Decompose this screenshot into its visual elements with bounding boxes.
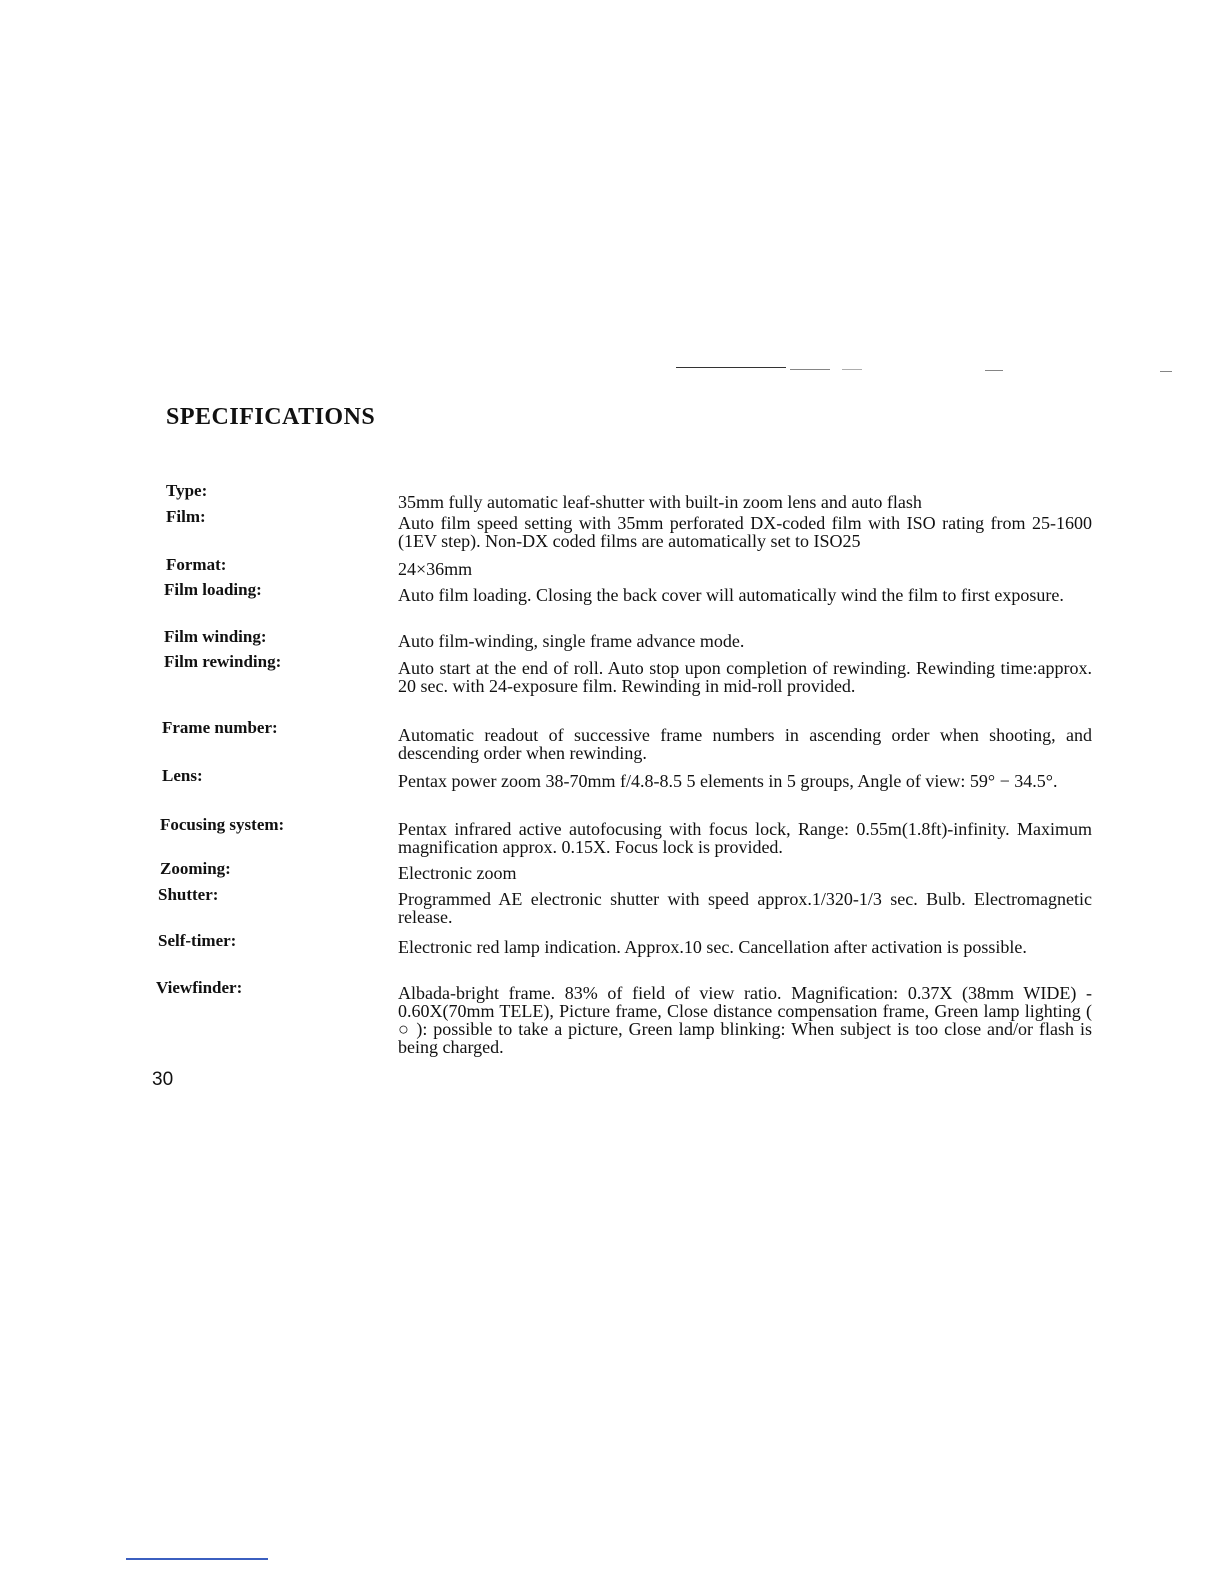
bottom-rule bbox=[126, 1558, 268, 1560]
spec-value-zooming: Electronic zoom bbox=[398, 863, 517, 883]
spec-label-format: Format: bbox=[166, 555, 227, 574]
spec-label-frame-number: Frame number: bbox=[162, 718, 278, 737]
scan-line-artifact bbox=[676, 367, 786, 368]
scan-line-artifact bbox=[790, 369, 830, 370]
page-number: 30 bbox=[152, 1069, 174, 1090]
spec-value-film: Auto film speed setting with 35mm perforated DX-coded film with ISO rating from 25-1600 (1EV step). Non-DX coded films are automatically set to ISO25 bbox=[398, 513, 1092, 551]
page-title: SPECIFICATIONS bbox=[166, 404, 376, 430]
spec-label-self-timer: Self-timer: bbox=[158, 931, 237, 950]
spec-value-self-timer: Electronic red lamp indication. Approx.10 sec. Cancellation after activation is possible. bbox=[398, 937, 1027, 957]
spec-label-shutter: Shutter: bbox=[158, 885, 219, 904]
spec-value-focusing-system: Pentax infrared active autofocusing with focus lock, Range: 0.55m(1.8ft)-infinity. Maximum magnification approx. 0.15X. Focus lock is provided. bbox=[398, 819, 1092, 857]
spec-label-film-rewinding: Film rewinding: bbox=[164, 652, 282, 671]
spec-value-film-loading: Auto film loading. Closing the back cover will automatically wind the film to first exposure. bbox=[398, 585, 1064, 605]
spec-label-zooming: Zooming: bbox=[160, 859, 231, 878]
scan-line-artifact bbox=[842, 369, 862, 370]
spec-value-film-rewinding: Auto start at the end of roll. Auto stop upon completion of rewinding. Rewinding time:approx. 20 sec. with 24-exposure film. Rewinding in mid-roll provided. bbox=[398, 658, 1092, 696]
spec-value-format: 24×36mm bbox=[398, 559, 473, 579]
spec-value-type: 35mm fully automatic leaf-shutter with built-in zoom lens and auto flash bbox=[398, 492, 922, 512]
spec-label-viewfinder: Viewfinder: bbox=[156, 978, 243, 997]
spec-value-shutter: Programmed AE electronic shutter with speed approx.1/320-1/3 sec. Bulb. Electromagnetic release. bbox=[398, 889, 1092, 927]
spec-value-frame-number: Automatic readout of successive frame numbers in ascending order when shooting, and descending order when rewinding. bbox=[398, 725, 1092, 763]
spec-value-film-winding: Auto film-winding, single frame advance mode. bbox=[398, 631, 745, 651]
spec-label-film-winding: Film winding: bbox=[164, 627, 267, 646]
spec-value-lens: Pentax power zoom 38-70mm f/4.8-8.5 5 elements in 5 groups, Angle of view: 59° − 34.5°. bbox=[398, 771, 1058, 791]
spec-label-lens: Lens: bbox=[162, 766, 203, 785]
spec-label-focusing-system: Focusing system: bbox=[160, 815, 285, 834]
spec-label-film: Film: bbox=[166, 507, 206, 526]
spec-label-type: Type: bbox=[166, 481, 208, 500]
spec-value-viewfinder: Albada-bright frame. 83% of field of view ratio. Magnification: 0.37X (38mm WIDE) - 0.60X(70mm TELE), Picture frame, Close distance compensation frame, Green lamp lighting ( ○ ): possible to take a picture, Green lamp blinking: When subject is too close and/or flash is being charged. bbox=[398, 983, 1092, 1057]
scan-line-artifact bbox=[985, 370, 1003, 371]
spec-label-film-loading: Film loading: bbox=[164, 580, 262, 599]
scan-line-artifact bbox=[1160, 371, 1172, 372]
